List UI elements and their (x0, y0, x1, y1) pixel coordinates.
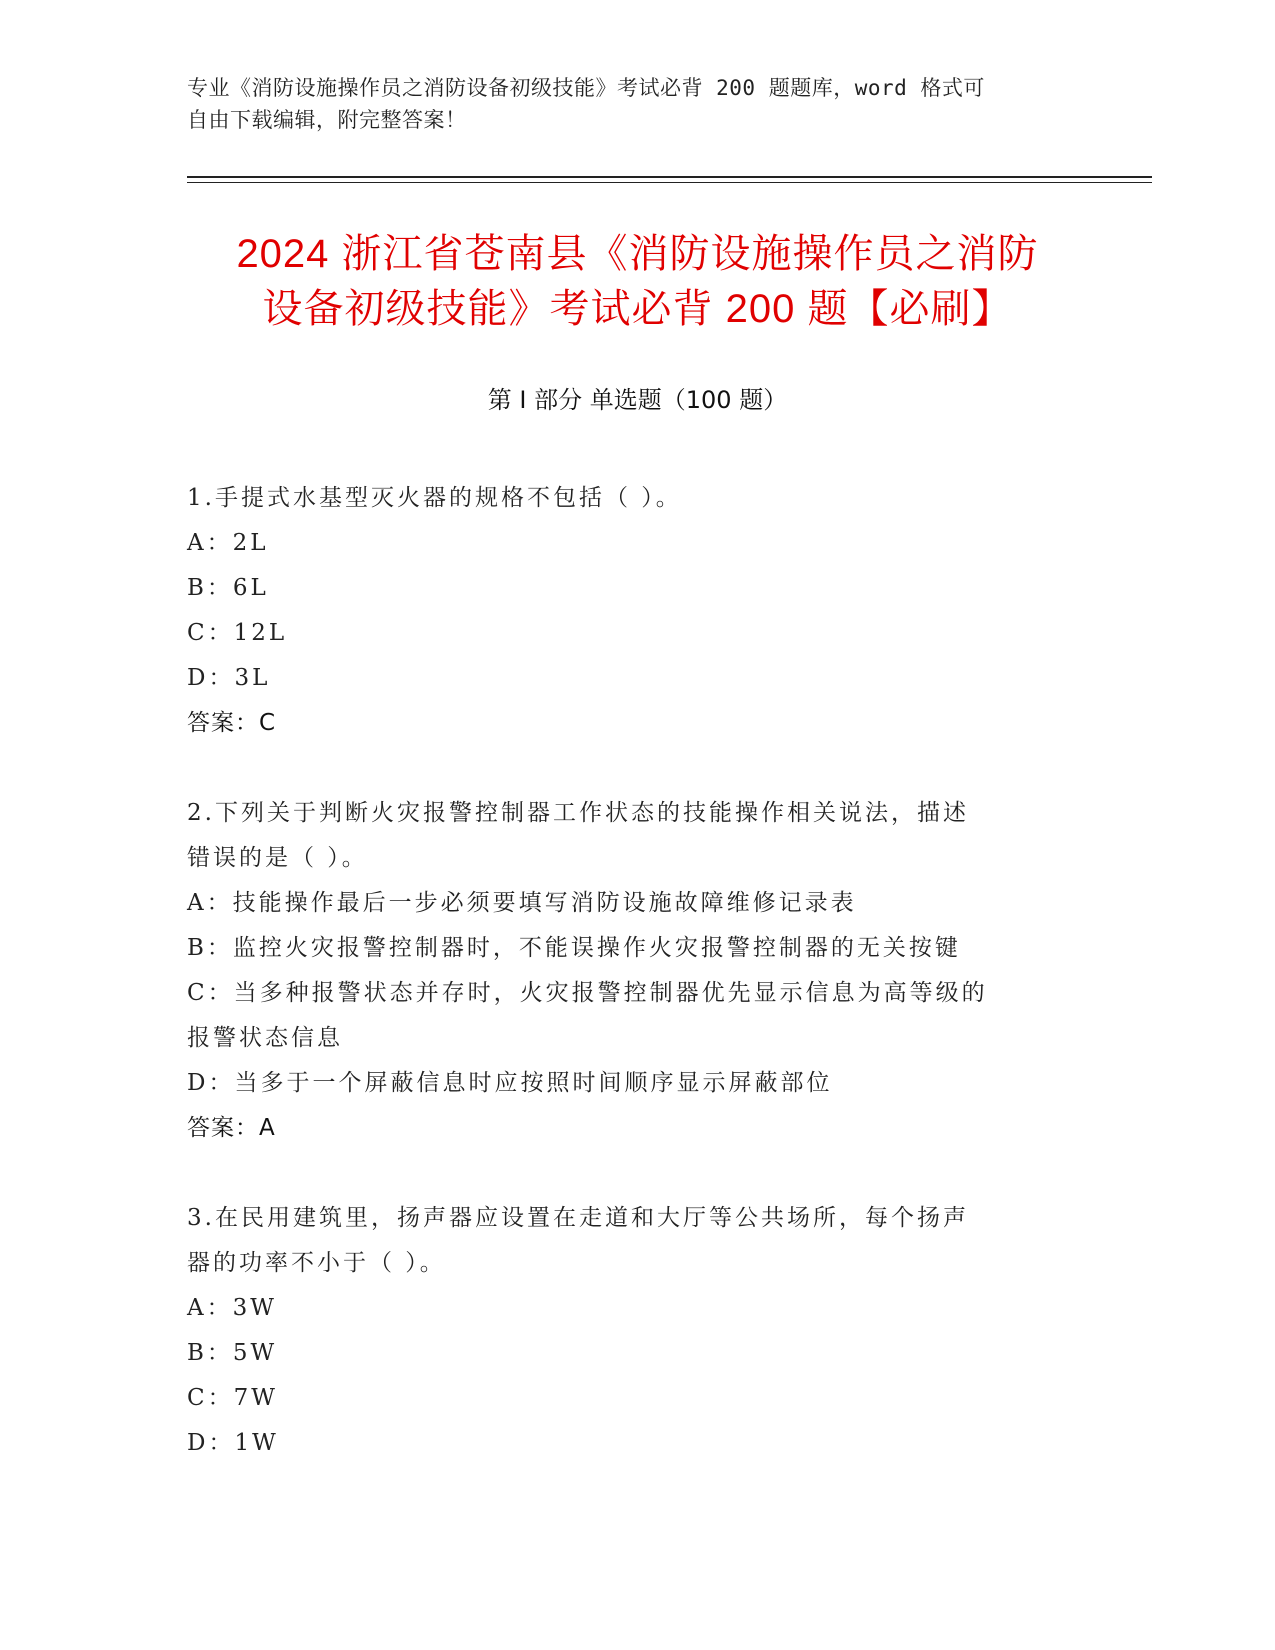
option-d: D：1W (187, 1430, 279, 1456)
document-title (150, 227, 1125, 337)
document-title-line: 设备初级技能》考试必背 200 题【必刷】 (262, 287, 1013, 331)
section-title: 第 I 部分 单选题（100 题） (487, 386, 788, 414)
option-c: C：12L (187, 620, 288, 646)
option-a: A：3W (187, 1295, 277, 1321)
header-note (187, 72, 1067, 136)
option-a: A：技能操作最后一步必须要填写消防设施故障维修记录表 (187, 890, 857, 916)
option-c-continued: 报警状态信息 (187, 1025, 343, 1051)
header-divider (187, 176, 1152, 178)
question-list (187, 476, 1067, 1511)
header-note-line: 专业《消防设施操作员之消防设备初级技能》考试必背 200 题题库，word 格式可 (187, 76, 985, 100)
option-c: C：当多种报警状态并存时，火灾报警控制器优先显示信息为高等级的 (187, 980, 988, 1006)
question-stem: 2.下列关于判断火灾报警控制器工作状态的技能操作相关说法，描述 (187, 800, 969, 826)
answer-line: 答案：C (187, 710, 277, 736)
question-stem: 3.在民用建筑里，扬声器应设置在走道和大厅等公共场所，每个扬声 (187, 1205, 969, 1231)
question-2 (187, 791, 1067, 1151)
question-stem: 错误的是（ ）。 (187, 845, 368, 871)
option-b: B：5W (187, 1340, 278, 1366)
header-divider-thin (187, 182, 1152, 183)
option-b: B：监控火灾报警控制器时，不能误操作火灾报警控制器的无关按键 (187, 935, 961, 961)
question-stem: 器的功率不小于（ ）。 (187, 1250, 446, 1276)
option-d: D：当多于一个屏蔽信息时应按照时间顺序显示屏蔽部位 (187, 1070, 833, 1096)
option-a: A：2L (187, 530, 269, 556)
option-c: C：7W (187, 1385, 278, 1411)
question-3 (187, 1196, 1067, 1466)
header-note-line: 自由下载编辑，附完整答案！ (187, 108, 467, 132)
answer-line: 答案：A (187, 1115, 276, 1141)
option-b: B：6L (187, 575, 269, 601)
option-d: D：3L (187, 665, 271, 691)
document-title-line: 2024 浙江省苍南县《消防设施操作员之消防 (236, 232, 1039, 276)
question-1 (187, 476, 1067, 746)
question-stem: 1.手提式水基型灭火器的规格不包括（ ）。 (187, 485, 682, 511)
